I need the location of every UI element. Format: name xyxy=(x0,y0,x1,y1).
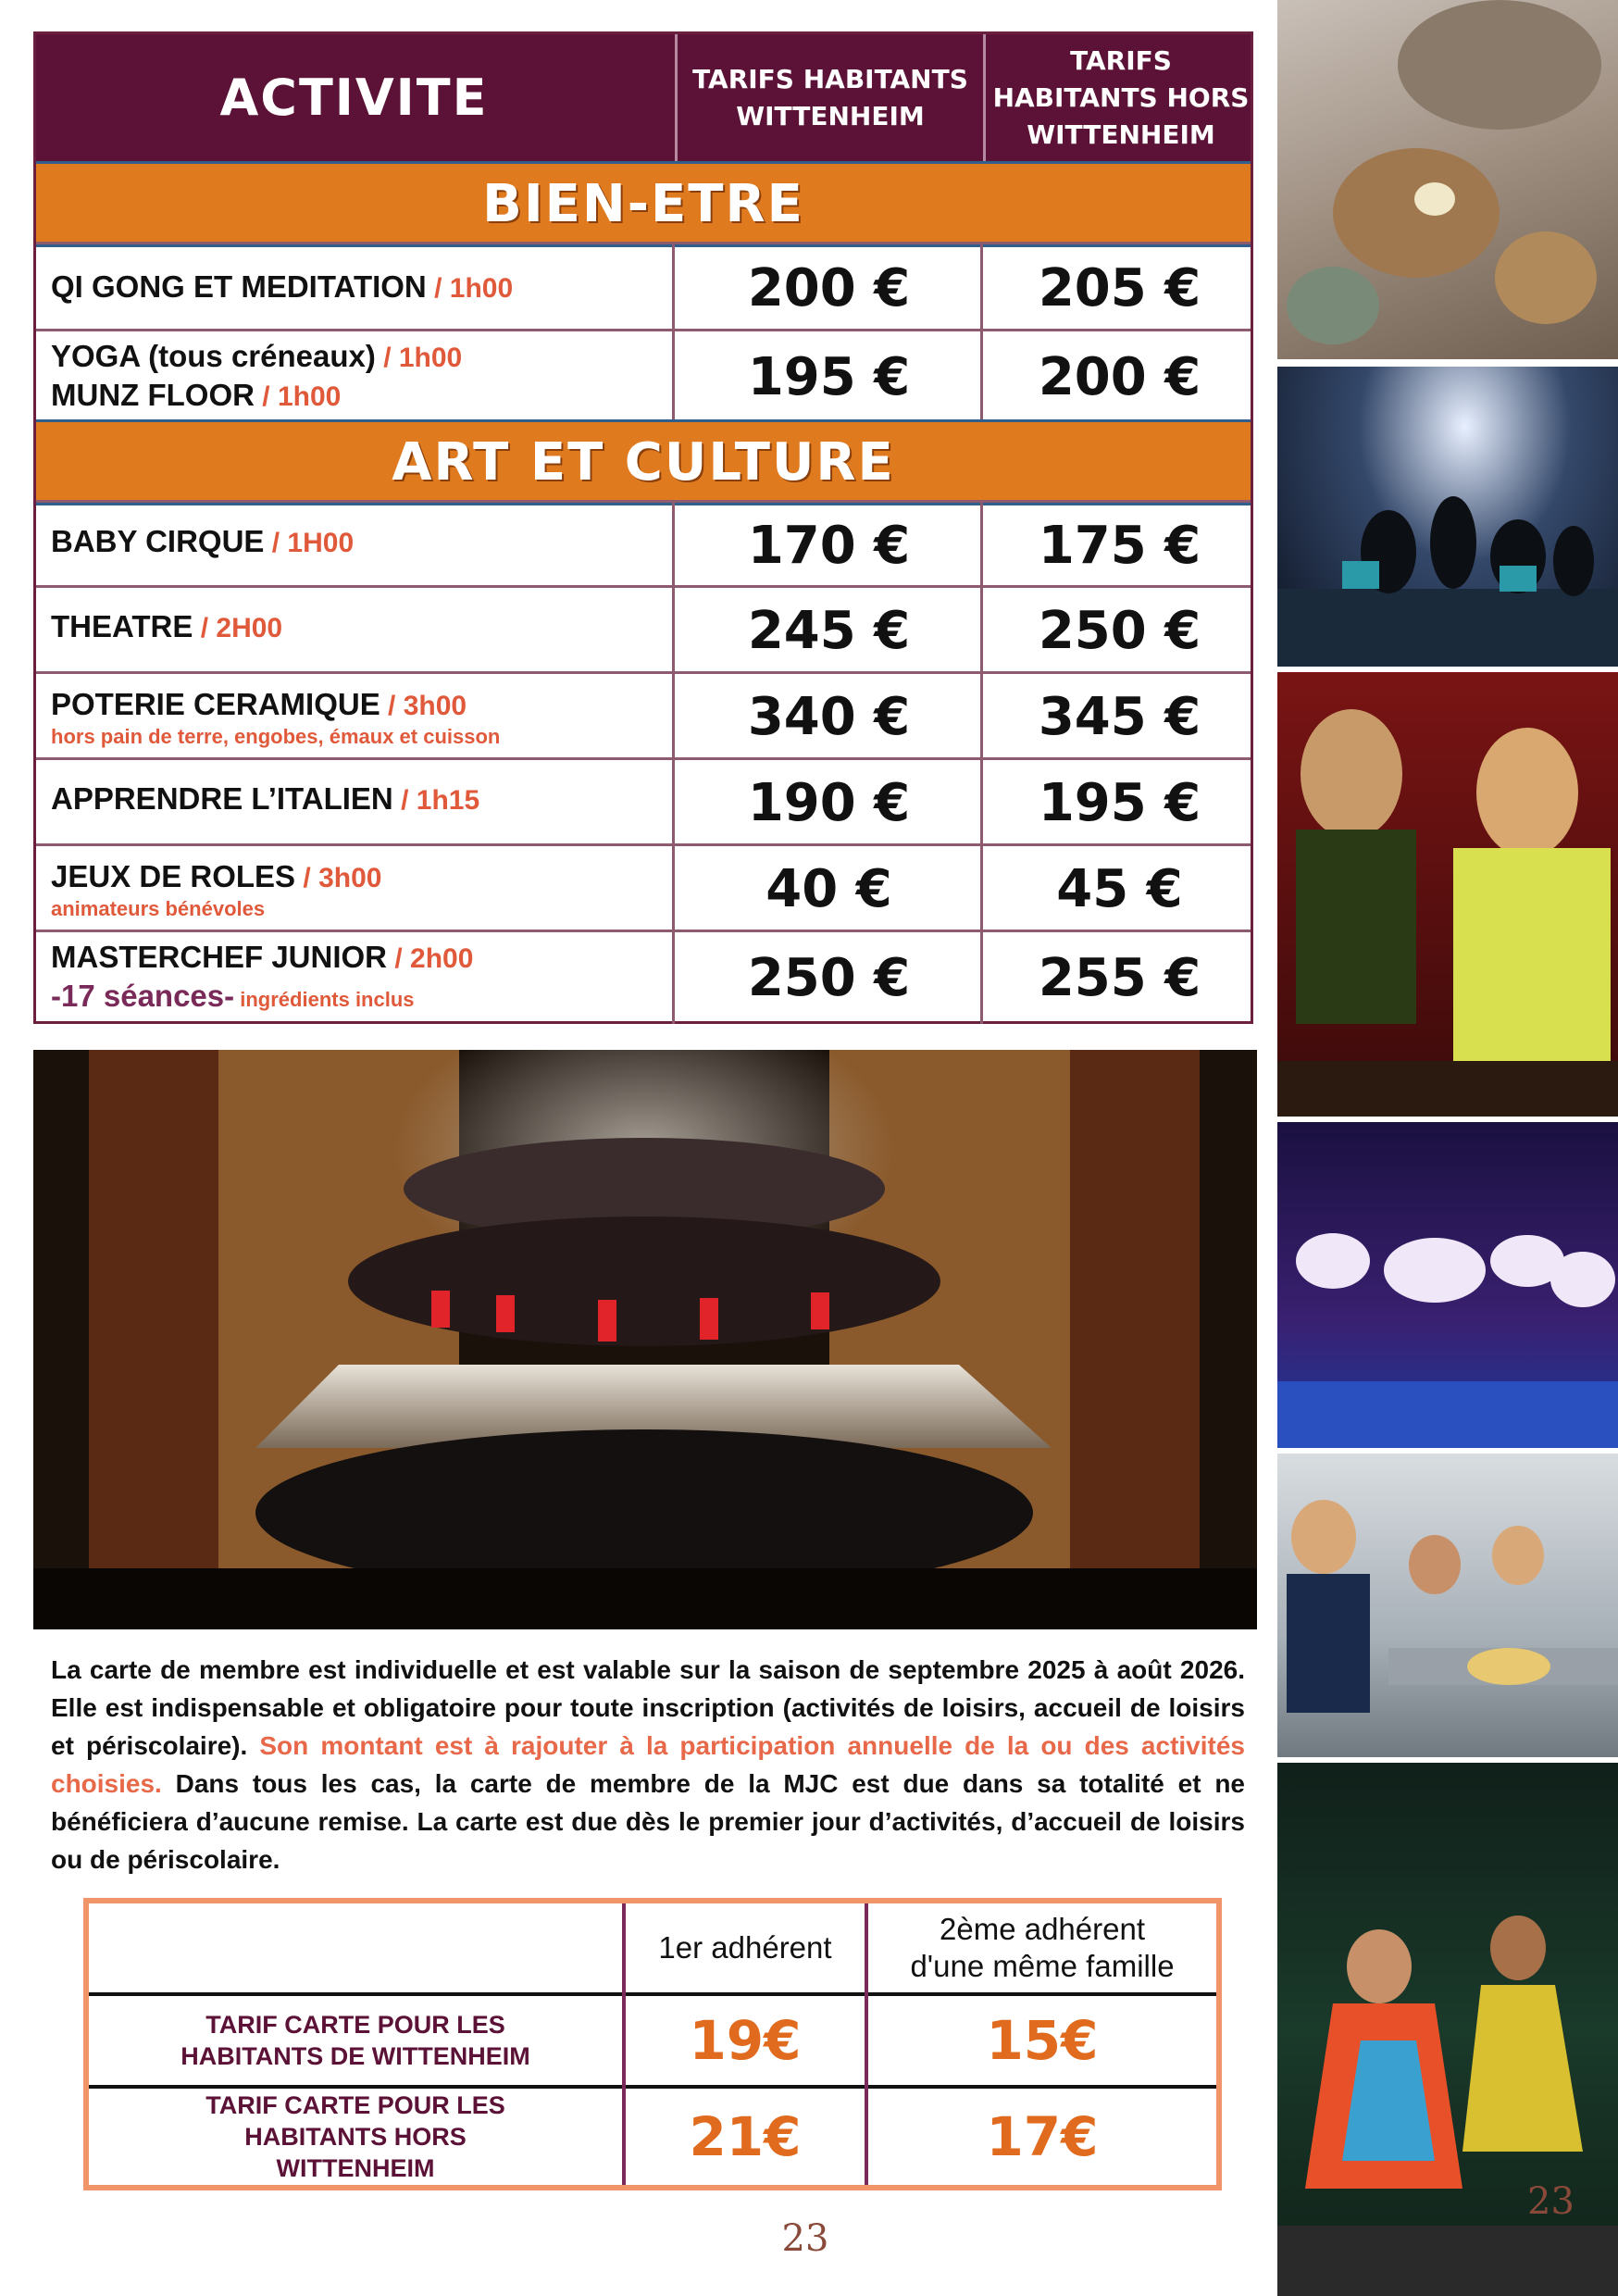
activity-name: THEATRE / 2H00 xyxy=(51,609,283,643)
card-row-label: TARIF CARTE POUR LES HABITANTS DE WITTENHEIM xyxy=(180,2011,530,2070)
price-habitants: 195 € xyxy=(672,331,983,422)
membership-card-table xyxy=(83,1898,1222,2190)
activity-name: QI GONG ET MEDITATION / 1h00 xyxy=(51,269,514,304)
card-price: 15€ xyxy=(986,2009,1099,2072)
ballet-illustration xyxy=(1277,1122,1618,1448)
price-hors: 255 € xyxy=(980,932,1256,1024)
header-tarif-habitants: TARIFS HABITANTS WITTENHEIM xyxy=(675,34,983,161)
activity-name: YOGA (tous créneaux) / 1h00 MUNZ FLOOR / 1h00 xyxy=(51,339,463,412)
price-hors: 200 € xyxy=(980,331,1256,422)
dance-stage-photo xyxy=(1277,367,1618,667)
price-habitants: 250 € xyxy=(672,932,983,1024)
section-art-et-culture: ART ET CULTURE xyxy=(36,419,1251,505)
header-first-member: 1er adhérent xyxy=(658,1930,832,1965)
theatre-photo xyxy=(1277,672,1618,1117)
card-row-label: TARIF CARTE POUR LES HABITANTS HORS WITTENHEIM xyxy=(205,2091,505,2182)
dance-illustration xyxy=(1277,367,1618,667)
table-row xyxy=(36,242,1251,331)
stage-performance-photo xyxy=(33,1050,1257,1629)
table-row xyxy=(36,757,1251,846)
table-row xyxy=(36,843,1251,932)
price-hors: 195 € xyxy=(980,760,1256,846)
header-second-member: 2ème adhérent d'une même famille xyxy=(910,1912,1175,1983)
stage-photo-illustration xyxy=(33,1050,1257,1629)
card-price: 21€ xyxy=(689,2105,802,2168)
section-bien-etre: BIEN-ETRE xyxy=(36,161,1251,247)
cooking-photo xyxy=(1277,1454,1618,1757)
table-row xyxy=(36,930,1251,1024)
activity-note: hors pain de terre, engobes, émaux et cuisson xyxy=(51,724,501,748)
membership-highlight: Son montant est à rajouter à la participation annuelle de la ou des activités choisies. xyxy=(51,1731,1245,1798)
price-hors: 205 € xyxy=(980,244,1256,331)
price-hors: 345 € xyxy=(980,674,1256,760)
card-price: 19€ xyxy=(689,2009,802,2072)
price-habitants: 190 € xyxy=(672,760,983,846)
pottery-illustration xyxy=(1277,0,1618,359)
price-table xyxy=(33,31,1253,1024)
table-row xyxy=(36,329,1251,422)
membership-info-text: La carte de membre est individuelle et est valable sur la saison de septembre 2025 à août 2026. Elle est indispensable et obligatoire pour toute inscription (activités de loisirs, accueil de loisirs et périscolaire). Son montant est à rajouter à la participation annuelle de la ou des activités choisies. Dans tous les cas, la carte de membre de la MJC est due dans sa totalité et ne bénéficiera d’aucune remise. La carte est due dès le premier jour d’activités, d’accueil de loisirs ou de périscolaire. xyxy=(51,1655,1245,1874)
activity-name: JEUX DE ROLES / 3h00 animateurs bénévoles xyxy=(36,846,672,932)
price-hors: 45 € xyxy=(980,846,1256,932)
activity-name: MASTERCHEF JUNIOR / 2h00 -17 séances- ingrédients inclus xyxy=(51,939,474,1013)
price-habitants: 200 € xyxy=(672,244,983,331)
table-row xyxy=(36,500,1251,588)
table-header xyxy=(36,34,1251,161)
theatre-illustration xyxy=(1277,672,1618,1117)
table-row xyxy=(36,585,1251,674)
card-price: 17€ xyxy=(986,2105,1099,2168)
price-hors: 250 € xyxy=(980,588,1256,674)
header-tarif-hors: TARIFS HABITANTS HORS WITTENHEIM xyxy=(983,34,1256,161)
price-hors: 175 € xyxy=(980,503,1256,588)
activity-note: animateurs bénévoles xyxy=(51,896,266,920)
price-habitants: 170 € xyxy=(672,503,983,588)
price-habitants: 340 € xyxy=(672,674,983,760)
page-number-photo: 23 xyxy=(1527,2180,1574,2223)
cooking-illustration xyxy=(1277,1454,1618,1757)
activity-name: APPRENDRE L’ITALIEN / 1h15 xyxy=(51,781,480,816)
price-habitants: 40 € xyxy=(672,846,983,932)
header-activity: ACTIVITE xyxy=(219,69,489,127)
page-number: 23 xyxy=(781,2217,829,2260)
activity-name: POTERIE CERAMIQUE / 3h00 hors pain de terre, engobes, émaux et cuisson xyxy=(36,674,672,760)
activity-name: BABY CIRQUE / 1H00 xyxy=(51,524,355,558)
pottery-photo xyxy=(1277,0,1618,359)
ballet-photo xyxy=(1277,1122,1618,1448)
price-habitants: 245 € xyxy=(672,588,983,674)
table-row xyxy=(36,671,1251,760)
